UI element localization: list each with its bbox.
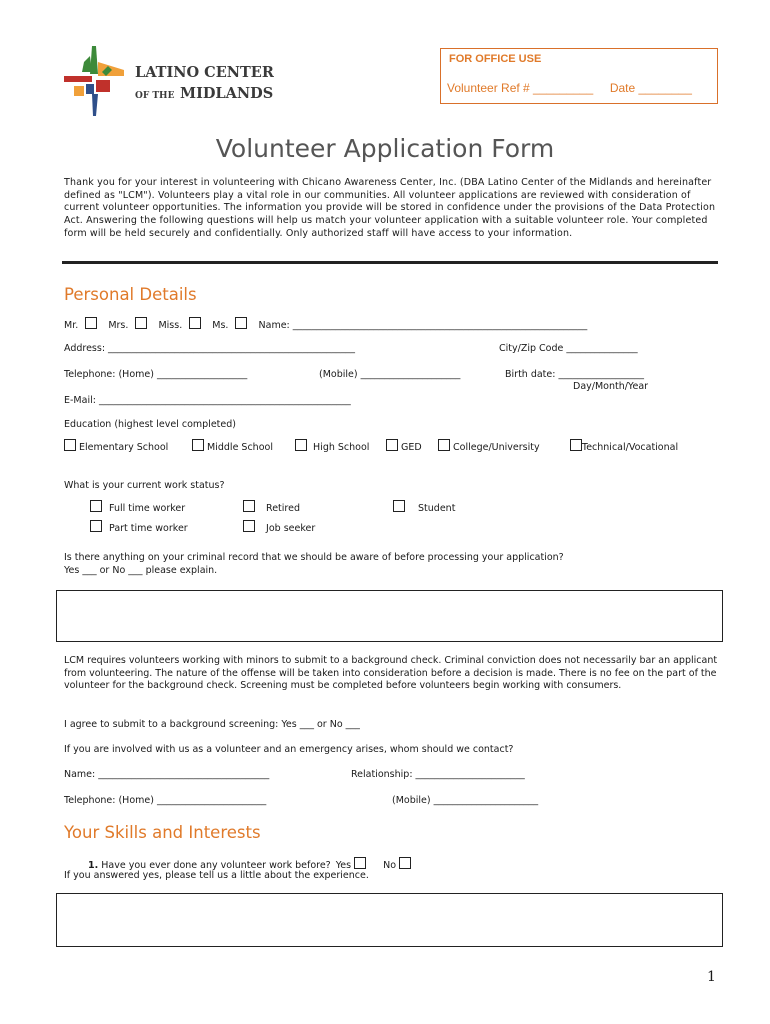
ms-checkbox[interactable] bbox=[235, 317, 247, 329]
college-checkbox[interactable] bbox=[438, 439, 450, 451]
experience-yes-checkbox[interactable] bbox=[354, 857, 366, 869]
job-seeker-label: Job seeker bbox=[266, 523, 316, 534]
office-use-fields bbox=[447, 81, 692, 95]
home-phone-field[interactable]: Telephone: (Home) ___________________ bbox=[64, 369, 248, 380]
work-option[interactable] bbox=[243, 520, 315, 534]
middle-school-checkbox[interactable] bbox=[192, 439, 204, 451]
emergency-relationship-field[interactable]: Relationship: _______________________ bbox=[351, 769, 525, 780]
volunteer-experience-question bbox=[88, 857, 411, 871]
work-option[interactable] bbox=[393, 500, 455, 514]
emergency-home-phone-field[interactable]: Telephone: (Home) _______________________ bbox=[64, 795, 267, 806]
city-zip-field[interactable]: City/Zip Code _______________ bbox=[499, 343, 638, 354]
yes-label: Yes bbox=[335, 860, 352, 871]
office-date-field: Date ________ bbox=[609, 81, 692, 95]
ged-checkbox[interactable] bbox=[386, 439, 398, 451]
retired-label: Retired bbox=[266, 503, 300, 514]
question-number: 1. bbox=[88, 860, 99, 871]
office-use-title: FOR OFFICE USE bbox=[449, 53, 542, 65]
elementary-checkbox[interactable] bbox=[64, 439, 76, 451]
birth-date-format: Day/Month/Year bbox=[573, 381, 649, 392]
page-title: Volunteer Application Form bbox=[215, 134, 555, 163]
technical-checkbox[interactable] bbox=[570, 439, 582, 451]
education-option[interactable] bbox=[386, 439, 422, 453]
office-use-box bbox=[440, 48, 718, 104]
full-time-checkbox[interactable] bbox=[90, 500, 102, 512]
logo-line-2 bbox=[135, 83, 273, 102]
full-time-label: Full time worker bbox=[109, 503, 186, 514]
emergency-mobile-field[interactable]: (Mobile) ______________________ bbox=[392, 795, 539, 806]
experience-text-box[interactable] bbox=[56, 893, 723, 947]
miss-label: Miss. bbox=[158, 320, 183, 331]
work-option[interactable] bbox=[243, 500, 300, 514]
miss-checkbox[interactable] bbox=[189, 317, 201, 329]
work-option[interactable] bbox=[90, 500, 185, 514]
logo-mark-icon bbox=[62, 42, 132, 120]
mobile-phone-field[interactable]: (Mobile) _____________________ bbox=[319, 369, 461, 380]
education-option[interactable] bbox=[570, 439, 678, 453]
ms-label: Ms. bbox=[212, 320, 229, 331]
criminal-record-question: Is there anything on your criminal record that we should be aware of before processing your application? bbox=[64, 552, 564, 563]
logo bbox=[62, 42, 282, 120]
part-time-label: Part time worker bbox=[109, 523, 188, 534]
email-field[interactable]: E-Mail: _____________________________________________________ bbox=[64, 395, 351, 406]
work-status-label: What is your current work status? bbox=[64, 480, 225, 491]
student-label: Student bbox=[418, 503, 456, 514]
experience-follow-up: If you answered yes, please tell us a little about the experience. bbox=[64, 870, 369, 881]
logo-line-1: LATINO CENTER bbox=[135, 64, 274, 81]
address-field[interactable]: Address: ____________________________________________________ bbox=[64, 343, 356, 354]
criminal-record-explanation-box[interactable] bbox=[56, 590, 723, 642]
page-number: 1 bbox=[707, 969, 716, 985]
mr-checkbox[interactable] bbox=[85, 317, 97, 329]
education-option[interactable] bbox=[64, 439, 168, 453]
high-school-checkbox[interactable] bbox=[295, 439, 307, 451]
middle-school-label: Middle School bbox=[207, 442, 273, 453]
education-label: Education (highest level completed) bbox=[64, 419, 236, 430]
experience-no-checkbox[interactable] bbox=[399, 857, 411, 869]
mr-label: Mr. bbox=[64, 320, 79, 331]
mrs-checkbox[interactable] bbox=[135, 317, 147, 329]
volunteer-ref-field: Volunteer Ref # _________ bbox=[447, 81, 594, 95]
logo-of-the: OF THE bbox=[135, 91, 175, 101]
background-check-paragraph: LCM requires volunteers working with minors to submit to a background check. Criminal conviction does not necessarily bar an applicant from volunteering. The nature of the offense will be taken into consideration before a decision is made. There is no fee on the part of the volunteer for the background check. Screening must be completed before volunteers begin working with consumers. bbox=[64, 655, 718, 692]
education-option[interactable] bbox=[192, 439, 273, 453]
birth-date-field[interactable]: Birth date: __________________ bbox=[505, 369, 644, 380]
student-checkbox[interactable] bbox=[393, 500, 405, 512]
salutation-row bbox=[64, 317, 587, 331]
logo-midlands: MIDLANDS bbox=[180, 85, 274, 102]
criminal-record-yes-no[interactable]: Yes ___ or No ___ please explain. bbox=[64, 565, 218, 576]
no-label: No bbox=[383, 860, 397, 871]
job-seeker-checkbox[interactable] bbox=[243, 520, 255, 532]
emergency-name-field[interactable]: Name: ____________________________________ bbox=[64, 769, 270, 780]
question-text: Have you ever done any volunteer work before? bbox=[101, 860, 331, 871]
skills-heading: Your Skills and Interests bbox=[64, 823, 261, 842]
ged-label: GED bbox=[401, 442, 422, 453]
part-time-checkbox[interactable] bbox=[90, 520, 102, 532]
personal-details-heading: Personal Details bbox=[64, 285, 197, 304]
elementary-label: Elementary School bbox=[79, 442, 169, 453]
high-school-label: High School bbox=[313, 442, 370, 453]
emergency-contact-question: If you are involved with us as a volunteer and an emergency arises, whom should we contact? bbox=[64, 744, 514, 755]
name-field[interactable]: Name: ______________________________________________________________ bbox=[258, 320, 588, 331]
technical-label: Technical/Vocational bbox=[582, 442, 679, 453]
education-option[interactable] bbox=[438, 439, 540, 453]
section-divider bbox=[62, 261, 718, 264]
intro-paragraph: Thank you for your interest in volunteering with Chicano Awareness Center, Inc. (DBA Latino Center of the Midlands and hereinafter defined as "LCM"). Volunteers play a vital role in our communities. All volunteer applications are reviewed with consideration of current volunteer opportunities. The information you provide will be stored in confidence under the provisions of the Data Protection Act. Answering the following questions will help us match your volunteer application with a suitable volunteer role. Your completed form will be held securely and confidentially. Only authorized staff will have access to your information. bbox=[64, 177, 716, 239]
mrs-label: Mrs. bbox=[108, 320, 129, 331]
work-option[interactable] bbox=[90, 520, 188, 534]
education-option[interactable] bbox=[295, 439, 369, 453]
retired-checkbox[interactable] bbox=[243, 500, 255, 512]
college-label: College/University bbox=[453, 442, 540, 453]
background-screening-agreement[interactable]: I agree to submit to a background screening: Yes ___ or No ___ bbox=[64, 719, 360, 730]
